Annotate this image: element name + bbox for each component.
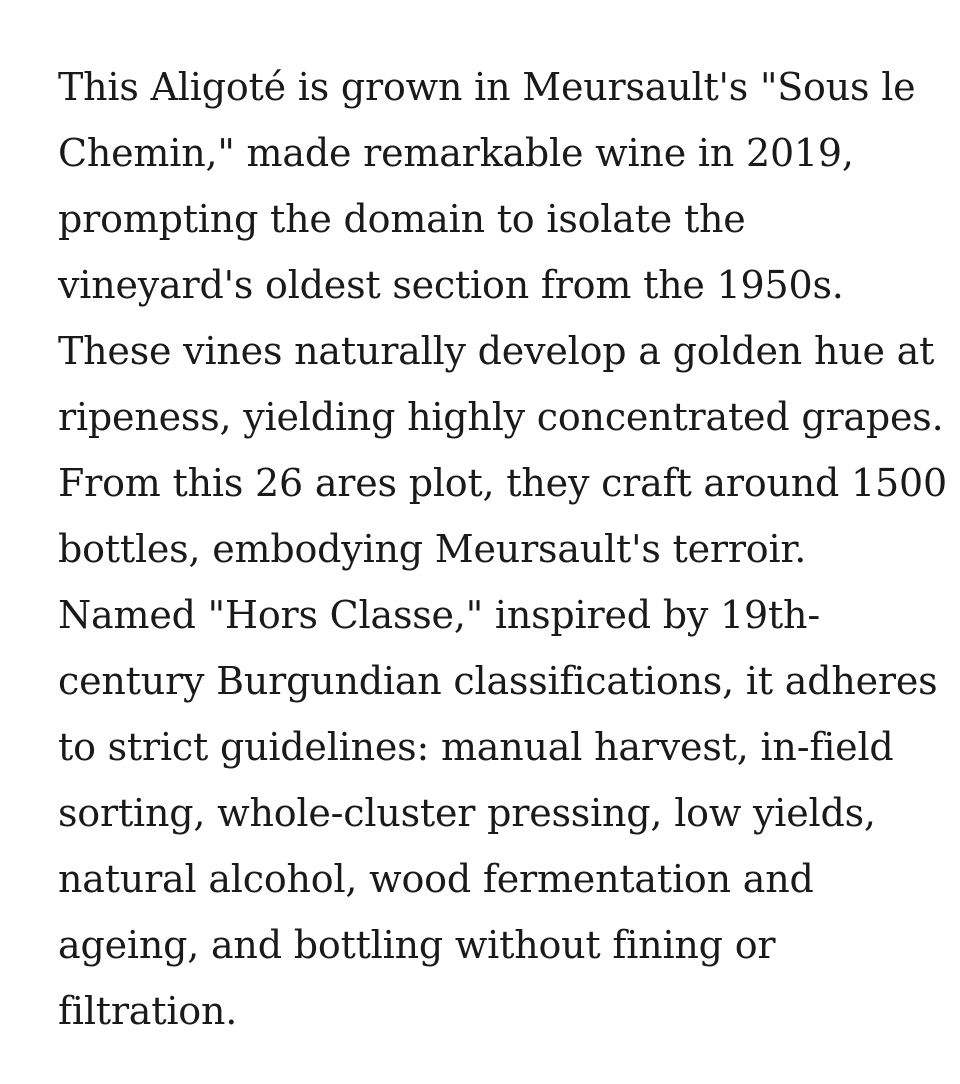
text-line: filtration. [58, 989, 238, 1033]
text-line: ageing, and bottling without fining or [58, 923, 776, 967]
text-line: sorting, whole-cluster pressing, low yields, [58, 791, 876, 835]
text-line: From this 26 ares plot, they craft around 1500 [58, 461, 947, 505]
text-line: These vines naturally develop a golden hue at [58, 329, 935, 373]
text-line: vineyard's oldest section from the 1950s. [58, 263, 844, 307]
text-line: This Aligoté is grown in Meursault's "Sous le [58, 65, 916, 109]
text-line: prompting the domain to isolate the [58, 197, 746, 241]
text-line: Chemin," made remarkable wine in 2019, [58, 131, 854, 175]
text-line: ripeness, yielding highly concentrated grapes. [58, 395, 944, 439]
wine-description-paragraph [58, 54, 947, 1044]
text-line: natural alcohol, wood fermentation and [58, 857, 814, 901]
text-line: bottles, embodying Meursault's terroir. [58, 527, 807, 571]
text-line: Named "Hors Classe," inspired by 19th- [58, 593, 820, 637]
text-line: century Burgundian classifications, it adheres [58, 659, 938, 703]
text-line: to strict guidelines: manual harvest, in-field [58, 725, 894, 769]
